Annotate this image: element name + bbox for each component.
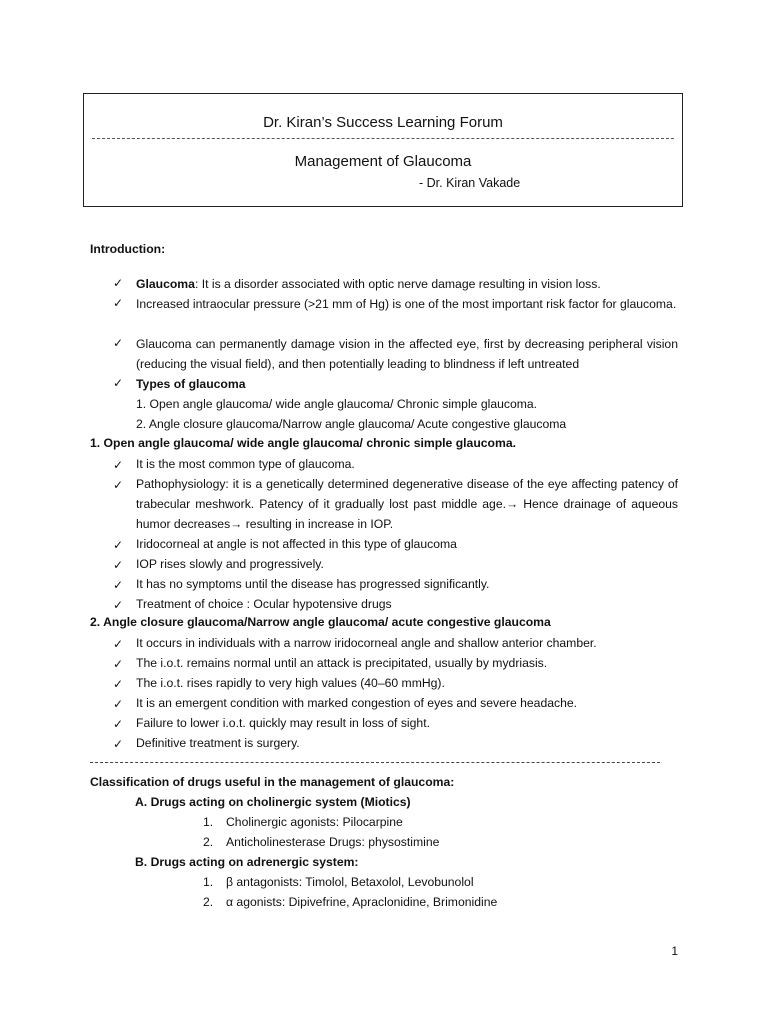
check-icon: ✓	[113, 296, 124, 310]
open-angle-item: Treatment of choice : Ocular hypotensive drugs	[136, 597, 392, 611]
section-divider	[90, 762, 660, 763]
check-icon: ✓	[113, 376, 124, 390]
check-icon: ✓	[113, 717, 124, 731]
check-icon: ✓	[113, 336, 124, 350]
intro-item: Increased intraocular pressure (>21 mm of Hg) is one of the most important risk factor for glaucoma.	[136, 297, 677, 311]
list-number: 2.	[203, 895, 214, 909]
list-number: 1.	[203, 875, 214, 889]
list-number: 2.	[203, 835, 214, 849]
check-icon: ✓	[113, 276, 124, 290]
type-item: 1. Open angle glaucoma/ wide angle glaucoma/ Chronic simple glaucoma.	[136, 397, 538, 411]
header-box	[83, 93, 683, 207]
check-icon: ✓	[113, 677, 124, 691]
check-icon: ✓	[113, 637, 124, 651]
intro-item	[136, 274, 678, 294]
drug-item: β antagonists: Timolol, Betaxolol, Levobunolol	[226, 875, 474, 889]
drug-item: α agonists: Dipivefrine, Apraclonidine, Brimonidine	[226, 895, 498, 909]
drug-item: Anticholinesterase Drugs: physostimine	[226, 835, 440, 849]
open-angle-item: It is the most common type of glaucoma.	[136, 457, 355, 471]
open-angle-heading: 1. Open angle glaucoma/ wide angle glaucoma/ chronic simple glaucoma.	[90, 436, 516, 450]
closed-angle-heading: 2. Angle closure glaucoma/Narrow angle glaucoma/ acute congestive glaucoma	[90, 615, 551, 629]
closed-angle-item: Definitive treatment is surgery.	[136, 736, 300, 750]
check-icon: ✓	[113, 598, 124, 612]
check-icon: ✓	[113, 558, 124, 572]
closed-angle-item: It is an emergent condition with marked congestion of eyes and severe headache.	[136, 696, 578, 710]
intro-item-bold: Glaucoma	[136, 277, 195, 291]
group-b-heading: B. Drugs acting on adrenergic system:	[135, 855, 359, 869]
open-angle-item: Iridocorneal at angle is not affected in this type of glaucoma	[136, 537, 457, 551]
closed-angle-item: The i.o.t. rises rapidly to very high values (40–60 mmHg).	[136, 676, 445, 690]
type-item: 2. Angle closure glaucoma/Narrow angle glaucoma/ Acute congestive glaucoma	[136, 417, 567, 431]
open-angle-item: It has no symptoms until the disease has progressed significantly.	[136, 577, 490, 591]
open-angle-item: Pathophysiology: it is a genetically determined degenerative disease of the eye affecting patency of trabecular meshwork. Patency of it gradually lost past middle age.→ Hence drainage of aqueous humor decreases→ resulting in increase in IOP.	[136, 477, 678, 531]
forum-title: Dr. Kiran’s Success Learning Forum	[263, 114, 503, 131]
closed-angle-item: It occurs in individuals with a narrow iridocorneal angle and shallow anterior chamber.	[136, 636, 597, 650]
open-angle-item: IOP rises slowly and progressively.	[136, 557, 324, 571]
check-icon: ✓	[113, 538, 124, 552]
intro-heading: Introduction:	[90, 242, 166, 256]
page-number: 1	[671, 944, 678, 958]
check-icon: ✓	[113, 578, 124, 592]
check-icon: ✓	[113, 458, 124, 472]
check-icon: ✓	[113, 697, 124, 711]
list-number: 1.	[203, 815, 214, 829]
document-title: Management of Glaucoma	[294, 153, 472, 170]
classification-heading: Classification of drugs useful in the management of glaucoma:	[90, 775, 455, 789]
group-a-heading: A. Drugs acting on cholinergic system (Miotics)	[135, 795, 411, 809]
drug-item: Cholinergic agonists: Pilocarpine	[226, 815, 403, 829]
check-icon: ✓	[113, 478, 124, 492]
closed-angle-item: The i.o.t. remains normal until an attack is precipitated, usually by mydriasis.	[136, 656, 548, 670]
types-heading: Types of glaucoma	[136, 377, 246, 391]
intro-item-text: : It is a disorder associated with optic nerve damage resulting in vision loss.	[194, 277, 601, 291]
check-icon: ✓	[113, 737, 124, 751]
intro-item: Glaucoma can permanently damage vision in the affected eye, first by decreasing peripheral vision (reducing the visual field), and then potentially leading to blindness if left untreated	[136, 337, 678, 371]
check-icon: ✓	[113, 657, 124, 671]
closed-angle-item: Failure to lower i.o.t. quickly may result in loss of sight.	[136, 716, 430, 730]
header-divider	[92, 138, 674, 139]
author-name: - Dr. Kiran Vakade	[419, 176, 521, 190]
